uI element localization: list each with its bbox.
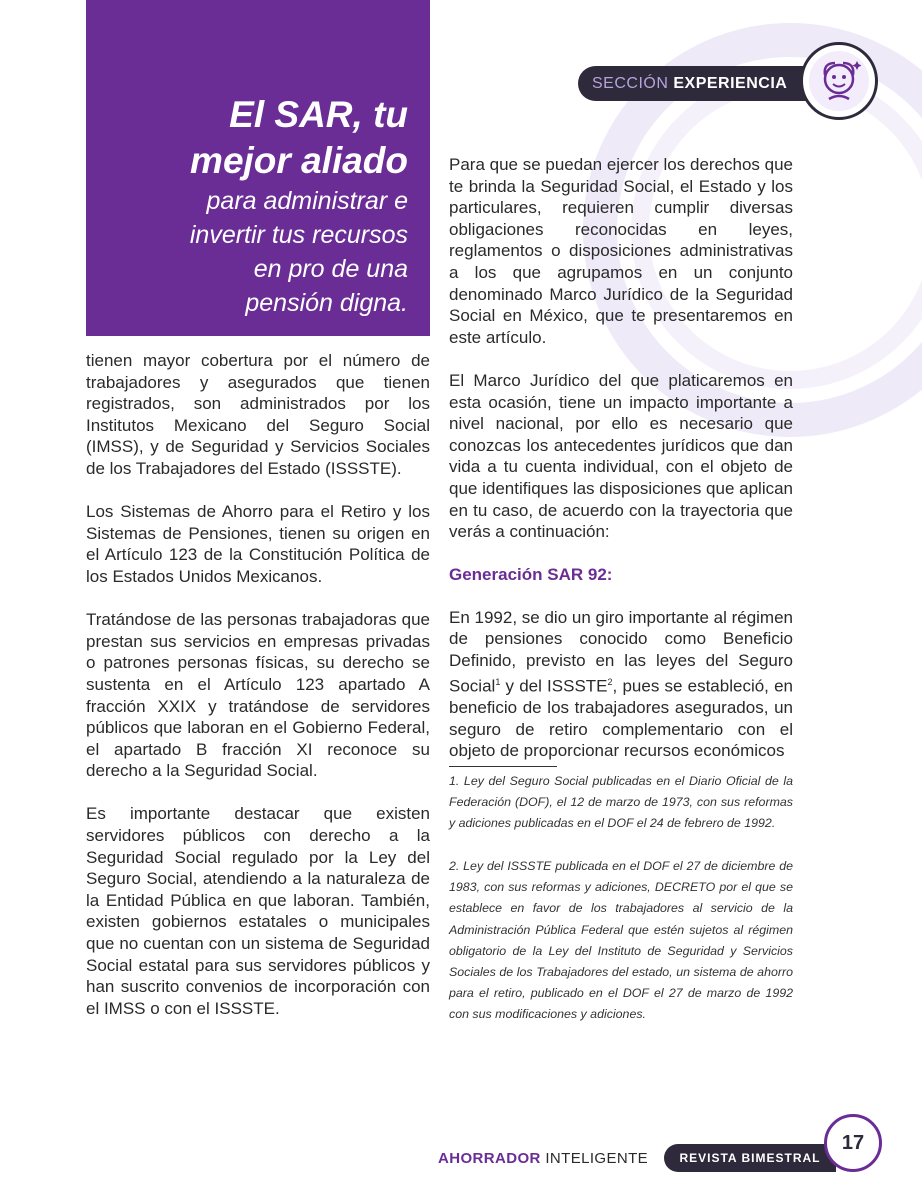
- footer-brand-bold: AHORRADOR: [438, 1150, 541, 1167]
- footer-publication-type: REVISTA BIMESTRAL: [664, 1144, 836, 1172]
- hero-title-line-2: mejor aliado: [190, 140, 408, 181]
- right-paragraph-2: El Marco Jurídico del que platicaremos en esta ocasión, tiene un impacto importante a nivel nacional, por ello es necesario que conozcas los antecedentes jurídicos que dan vida a tu cuenta individual, con el objeto de que identifiques las disposiciones que aplican en tu caso, de acuerdo con la trayectoria que verás a continuación:: [449, 370, 794, 542]
- mascot-badge-icon: [800, 42, 878, 120]
- hero-subtitle-line-1: para administrar e: [206, 187, 408, 215]
- footnote-ref-1: 1: [495, 676, 501, 687]
- page-number: 17: [824, 1114, 882, 1172]
- footnote-2: 2. Ley del ISSSTE publicada en el DOF el 27 de diciembre de 1983, con sus reformas y adiciones, DECRETO por el que se establece en favor de los trabajadores al servicio de la Administración Pública Federal que estén sujetos al régimen obligatorio de la Ley del Instituto de Seguridad y Servicios Sociales de los Trabajadores del estado, un sistema de ahorro para el retiro, publicado en el DOF el 27 de marzo de 1992 con sus modificaciones y adiciones.: [449, 858, 793, 1022]
- hero-subtitle-line-4: pensión digna.: [245, 289, 408, 317]
- footnote-divider: [449, 766, 557, 767]
- hero-subtitle-line-3: en pro de una: [253, 255, 408, 283]
- mascot-face-icon: [803, 45, 875, 117]
- right-paragraph-3-part-a: En 1992, se dio un giro importante al régimen de pensiones conocido como Beneficio Definido, previsto en las leyes del Seguro Social: [449, 607, 793, 696]
- footnote-ref-2: 2: [607, 676, 613, 687]
- footer-brand: [438, 1150, 648, 1167]
- hero-title-line-1: El SAR, tu: [229, 94, 408, 135]
- section-tag-name: EXPERIENCIA: [673, 75, 788, 92]
- footer-brand-rest: INTELIGENTE: [540, 1150, 649, 1167]
- right-column: [449, 154, 793, 1047]
- right-paragraph-3-part-b: y del ISSSTE: [500, 676, 608, 696]
- footnote-1: 1. Ley del Seguro Social publicadas en el Diario Oficial de la Federación (DOF), el 12 de marzo de 1973, con sus reformas y adiciones publicadas en el DOF el 24 de febrero de 1992.: [449, 773, 793, 831]
- hero-subtitle-line-2: invertir tus recursos: [189, 221, 408, 249]
- left-paragraph-1: tienen mayor cobertura por el número de trabajadores y asegurados que tienen registrados, son administrados por los Institutos Mexicano del Seguro Social (IMSS), y de Seguridad y Servicios Sociales de los Trabajadores del Estado (ISSSTE).: [86, 351, 430, 478]
- left-paragraph-3: Tratándose de las personas trabajadoras que prestan sus servicios en empresas privadas o patrones personas físicas, su derecho se sustenta en el Artículo 123 apartado A fracción XXIX y tratándose de servidores públicos que laboran en el Gobierno Federal, el apartado B fracción XI reconoce su derecho a la Seguridad Social.: [86, 610, 430, 781]
- hero-title-block: [86, 0, 430, 336]
- right-paragraph-3-part-c: , pues se estableció, en beneficio de los trabajadores asegurados, un seguro de retiro complementario con el objeto de proporcionar recursos económicos: [449, 676, 793, 761]
- left-paragraph-4: Es importante destacar que existen servidores públicos con derecho a la Seguridad Social regulado por la Ley del Seguro Social, atendiendo a la naturaleza de la Entidad Pública en que laboran. También, existen gobiernos estatales o municipales que no cuentan con un sistema de Seguridad Social estatal para sus servidores públicos y han suscrito convenios de incorporación con el IMSS o con el ISSSTE.: [86, 804, 430, 1018]
- section-tag-prefix: SECCIÓN: [592, 75, 669, 92]
- left-paragraph-2: Los Sistemas de Ahorro para el Retiro y los Sistemas de Pensiones, tienen su origen en el Artículo 123 de la Constitución Política de los Estados Unidos Mexicanos.: [86, 502, 430, 586]
- right-paragraph-3: [449, 607, 793, 762]
- right-paragraph-1: Para que se puedan ejercer los derechos que te brinda la Seguridad Social, el Estado y los particulares, requieren cumplir diversas obligaciones reconocidas en leyes, reglamentos o disposiciones administrativas a los que agrupamos en un conjunto denominado Marco Jurídico de la Seguridad Social en México, que te presentaremos en este artículo.: [449, 155, 794, 347]
- section-tag: [578, 66, 823, 101]
- left-column: [86, 350, 430, 1041]
- subheading-sar92: Generación SAR 92:: [449, 565, 613, 585]
